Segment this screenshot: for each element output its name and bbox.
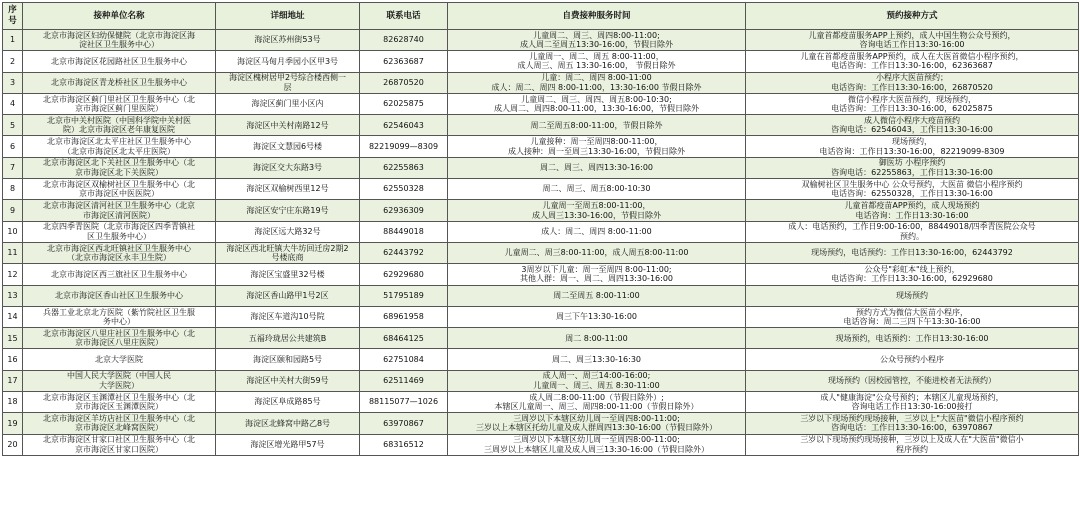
cell-booking-method: 儿童在首都疫苗服务APP预约，成人在大医首微信小程序预约， 电话咨询：工作日13:30-16:00，62363687 — [746, 51, 1079, 72]
cell-booking-method: 三岁以下现场预约现场接种，三岁以上及成人在"大医苗"微信小 程序预约 — [746, 434, 1079, 455]
cell-booking-method: 预约方式为微信大医苗小程序， 电话咨询：周二三四下午13:30-16:00 — [746, 306, 1079, 327]
cell-no: 17 — [3, 370, 23, 391]
cell-address: 海淀区蓟门里小区内 — [216, 93, 360, 114]
cell-booking-method: 公众号"彩虹本"线上预约， 电话咨询：工作日13:30-16:00，62929680 — [746, 264, 1079, 285]
cell-unit-name: 北京市海淀区北下关社区卫生服务中心（北 京市海淀区北下关医院） — [23, 157, 216, 178]
cell-address: 海淀区车道沟10号院 — [216, 306, 360, 327]
cell-unit-name: 北京市海淀区双榆树社区卫生服务中心（北 京市海淀区中医医院） — [23, 179, 216, 200]
cell-booking-method: 现场预约 — [746, 285, 1079, 306]
cell-unit-name: 兵器工业北京北方医院（紫竹院社区卫生服 务中心） — [23, 306, 216, 327]
cell-address: 海淀区增光路甲57号 — [216, 434, 360, 455]
cell-no: 9 — [3, 200, 23, 221]
table-row — [3, 200, 1079, 221]
header-booking-method: 预约接种方式 — [746, 3, 1079, 30]
cell-booking-method: 小程序大医苗预约； 电话咨询：工作日13:30-16:00，26870520 — [746, 72, 1079, 93]
cell-service-time: 周三下午13:30-16:00 — [448, 306, 746, 327]
cell-no: 12 — [3, 264, 23, 285]
vaccination-table-wrapper — [2, 2, 1078, 456]
cell-unit-name: 北京市海淀区蓟门里社区卫生服务中心（北 京市海淀区蓟门里医院） — [23, 93, 216, 114]
cell-phone: 62936309 — [360, 200, 448, 221]
cell-unit-name: 北京市海淀区清河社区卫生服务中心（北京 市海淀区清河医院） — [23, 200, 216, 221]
cell-address: 海淀区中关村南路12号 — [216, 115, 360, 136]
cell-address: 海淀区双榆树西里12号 — [216, 179, 360, 200]
cell-no: 7 — [3, 157, 23, 178]
cell-unit-name: 北京市海淀区西三旗社区卫生服务中心 — [23, 264, 216, 285]
header-phone: 联系电话 — [360, 3, 448, 30]
cell-phone: 62929680 — [360, 264, 448, 285]
table-row — [3, 30, 1079, 51]
cell-no: 15 — [3, 328, 23, 349]
cell-unit-name: 北京市中关村医院（中国科学院中关村医 院）北京市海淀区老年康复医院 — [23, 115, 216, 136]
cell-address: 海淀区香山路甲1号2区 — [216, 285, 360, 306]
cell-phone: 82628740 — [360, 30, 448, 51]
cell-booking-method: 现场预约， 电话咨询：工作日13:30-16:00，82219099-8309 — [746, 136, 1079, 157]
cell-no: 2 — [3, 51, 23, 72]
table-row — [3, 370, 1079, 391]
cell-service-time: 儿童周二、周三、周四8:00-11:00; 成人周二至周五13:30-16:00，节假日除外 — [448, 30, 746, 51]
cell-service-time: 周二至周五8:00-11:00，节假日除外 — [448, 115, 746, 136]
cell-address: 五福玲珑居公共建筑B — [216, 328, 360, 349]
table-row — [3, 179, 1079, 200]
cell-no: 8 — [3, 179, 23, 200]
cell-service-time: 儿童周一、周二、周五 8:00-11:00， 成人周三、周五 13:30-16:00， 节假日除外 — [448, 51, 746, 72]
cell-no: 10 — [3, 221, 23, 242]
cell-service-time: 3周岁以下儿童：周一至周四 8:00-11:00; 其他人群：周一、周二、周四13:30-16:00 — [448, 264, 746, 285]
cell-unit-name: 北京市海淀区八里庄社区卫生服务中心（北 京市海淀区八里庄医院） — [23, 328, 216, 349]
cell-service-time: 周二 8:00-11:00 — [448, 328, 746, 349]
cell-service-time: 儿童周一至周五8:00-11:00， 成人周三13:30-16:00，节假日除外 — [448, 200, 746, 221]
header-service-time: 自费接种服务时间 — [448, 3, 746, 30]
table-row — [3, 306, 1079, 327]
cell-phone: 88115077—1026 — [360, 392, 448, 413]
cell-service-time: 儿童接种：周一至周四8:00-11:00， 成人接种：周一至周三13:30-16:00，节假日除外 — [448, 136, 746, 157]
cell-no: 19 — [3, 413, 23, 434]
cell-booking-method: 三岁以下现场预约现场接种，三岁以上"大医苗"微信小程序预约 咨询电话：工作日13:30-16:00，63970867 — [746, 413, 1079, 434]
cell-phone: 68961958 — [360, 306, 448, 327]
cell-address: 海淀区颐和园路5号 — [216, 349, 360, 370]
cell-address: 海淀区马甸月季园小区甲3号 — [216, 51, 360, 72]
table-header-row — [3, 3, 1079, 30]
header-no: 序 号 — [3, 3, 23, 30]
table-row — [3, 392, 1079, 413]
cell-address: 海淀区文慧园6号楼 — [216, 136, 360, 157]
cell-phone: 88449018 — [360, 221, 448, 242]
cell-address: 海淀区交大东路3号 — [216, 157, 360, 178]
cell-booking-method: 微信小程序大医苗预约，现场预约， 电话咨询：工作日13:30-16:00，62025875 — [746, 93, 1079, 114]
cell-unit-name: 北京大学医院 — [23, 349, 216, 370]
table-row — [3, 349, 1079, 370]
cell-phone: 51795189 — [360, 285, 448, 306]
cell-address: 海淀区槐树居甲2号综合楼西侧一 层 — [216, 72, 360, 93]
cell-address: 海淀区宝盛里32号楼 — [216, 264, 360, 285]
cell-address: 海淀区远大路32号 — [216, 221, 360, 242]
cell-booking-method: 双榆树社区卫生服务中心 公众号预约，大医苗 微信小程序预约 电话咨询：62550328，工作日13:30-16:00 — [746, 179, 1079, 200]
cell-phone: 62751084 — [360, 349, 448, 370]
cell-phone: 68464125 — [360, 328, 448, 349]
cell-address: 海淀区阜成路85号 — [216, 392, 360, 413]
table-row — [3, 328, 1079, 349]
cell-phone: 62025875 — [360, 93, 448, 114]
cell-no: 3 — [3, 72, 23, 93]
cell-no: 11 — [3, 242, 23, 263]
cell-booking-method: 成人"健康海淀"公众号预约；本辖区儿童现场预约， 咨询电话工作日13:30-16:00接打 — [746, 392, 1079, 413]
cell-booking-method: 御医坊 小程序预约 咨询电话：62255863，工作日13:30-16:00 — [746, 157, 1079, 178]
table-row — [3, 72, 1079, 93]
cell-booking-method: 成人微信小程序大疫苗预约 咨询电话：62546043，工作日13:30-16:00 — [746, 115, 1079, 136]
cell-unit-name: 北京市海淀区羊坊店社区卫生服务中心（北 京市海淀区北峰窝医院） — [23, 413, 216, 434]
table-row — [3, 434, 1079, 455]
table-row — [3, 115, 1079, 136]
cell-no: 14 — [3, 306, 23, 327]
cell-no: 4 — [3, 93, 23, 114]
vaccination-sites-table — [2, 2, 1079, 456]
cell-no: 18 — [3, 392, 23, 413]
cell-phone: 62443792 — [360, 242, 448, 263]
table-row — [3, 242, 1079, 263]
cell-no: 5 — [3, 115, 23, 136]
table-row — [3, 264, 1079, 285]
cell-booking-method: 儿童首都疫苗APP预约，成人现场预约 电话咨询：工作日13:30-16:00 — [746, 200, 1079, 221]
cell-no: 1 — [3, 30, 23, 51]
cell-address: 海淀区中关村大街59号 — [216, 370, 360, 391]
cell-booking-method: 儿童首都疫苗服务APP上预约，成人中国生物公众号预约， 咨询电话工作日13:30-16:00 — [746, 30, 1079, 51]
cell-no: 20 — [3, 434, 23, 455]
cell-service-time: 三周岁以下本辖区幼儿周一至周四8:00-11:00; 三周岁以上本辖区儿童及成人周三13:30-16:00（节假日除外） — [448, 434, 746, 455]
table-row — [3, 285, 1079, 306]
cell-phone: 26870520 — [360, 72, 448, 93]
cell-unit-name: 北京市海淀区玉渊潭社区卫生服务中心（北 京市海淀区玉渊潭医院） — [23, 392, 216, 413]
cell-service-time: 周二至周五 8:00-11:00 — [448, 285, 746, 306]
cell-address: 海淀区安宁庄东路19号 — [216, 200, 360, 221]
table-row — [3, 93, 1079, 114]
cell-booking-method: 成人：电话预约，工作日9:00-16:00，88449018/四季青医院公众号 预约。 — [746, 221, 1079, 242]
cell-service-time: 周二、周三13:30-16:30 — [448, 349, 746, 370]
cell-service-time: 三周岁以下本辖区幼儿周一至周四8:00-11:00; 三岁以上本辖区托幼儿童及成人群周四13:30-16:00（节假日除外） — [448, 413, 746, 434]
cell-no: 13 — [3, 285, 23, 306]
cell-unit-name: 北京市海淀区甘家口社区卫生服务中心（北 京市海淀区甘家口医院） — [23, 434, 216, 455]
cell-service-time: 成人：周二、周四 8:00-11:00 — [448, 221, 746, 242]
cell-phone: 82219099—8309 — [360, 136, 448, 157]
cell-booking-method: 现场预约，电话预约：工作日13:30-16:00 — [746, 328, 1079, 349]
cell-phone: 68316512 — [360, 434, 448, 455]
table-body — [3, 30, 1079, 456]
cell-service-time: 成人周二8:00-11:00（节假日除外）; 本辖区儿童周一、周三、周四8:00-11:00（节假日除外） — [448, 392, 746, 413]
table-row — [3, 51, 1079, 72]
cell-service-time: 周二、周三、周五8:00-10:30 — [448, 179, 746, 200]
cell-booking-method: 公众号预约小程序 — [746, 349, 1079, 370]
cell-unit-name: 北京市海淀区香山社区卫生服务中心 — [23, 285, 216, 306]
cell-phone: 62546043 — [360, 115, 448, 136]
cell-unit-name: 北京市海淀区北太平庄社区卫生服务中心 （北京市海淀区北太平庄医院） — [23, 136, 216, 157]
cell-service-time: 儿童周二、周三、周四、周五8:00-10:30; 成人周二、周四8:00-11:00，13:30-16:00，节假日除外 — [448, 93, 746, 114]
cell-address: 海淀区北蜂窝中路乙8号 — [216, 413, 360, 434]
table-row — [3, 413, 1079, 434]
cell-booking-method: 现场预约（因校园管控，不能进校者无法预约） — [746, 370, 1079, 391]
cell-service-time: 儿童周二、周三8:00-11:00，成人周五8:00-11:00 — [448, 242, 746, 263]
table-row — [3, 136, 1079, 157]
cell-phone: 62550328 — [360, 179, 448, 200]
cell-service-time: 儿童：周二、周四 8:00-11:00 成人：周二、周四 8:00-11:00，13:30-16:00 节假日除外 — [448, 72, 746, 93]
cell-service-time: 成人周一、周三14:00-16:00; 儿童周一、周三、周五 8:30-11:00 — [448, 370, 746, 391]
cell-unit-name: 北京市海淀区青龙桥社区卫生服务中心 — [23, 72, 216, 93]
header-unit-name: 接种单位名称 — [23, 3, 216, 30]
cell-no: 6 — [3, 136, 23, 157]
header-address: 详细地址 — [216, 3, 360, 30]
table-row — [3, 221, 1079, 242]
cell-no: 16 — [3, 349, 23, 370]
cell-unit-name: 北京市海淀区西北旺镇社区卫生服务中心 （北京市海淀区永丰卫生院） — [23, 242, 216, 263]
cell-address: 海淀区西北旺镇大牛坊回迁房2期2 号楼底商 — [216, 242, 360, 263]
cell-address: 海淀区苏州街53号 — [216, 30, 360, 51]
table-row — [3, 157, 1079, 178]
cell-unit-name: 北京市海淀区花园路社区卫生服务中心 — [23, 51, 216, 72]
cell-phone: 63970867 — [360, 413, 448, 434]
cell-phone: 62511469 — [360, 370, 448, 391]
cell-phone: 62363687 — [360, 51, 448, 72]
cell-unit-name: 北京市海淀区妇幼保健院（北京市海淀区海 淀社区卫生服务中心） — [23, 30, 216, 51]
cell-phone: 62255863 — [360, 157, 448, 178]
cell-unit-name: 中国人民大学医院（中国人民 大学医院） — [23, 370, 216, 391]
cell-service-time: 周二、周三、周四13:30-16:00 — [448, 157, 746, 178]
cell-booking-method: 现场预约，电话预约：工作日13:30-16:00，62443792 — [746, 242, 1079, 263]
cell-unit-name: 北京四季青医院（北京市海淀区四季青镇社 区卫生服务中心） — [23, 221, 216, 242]
